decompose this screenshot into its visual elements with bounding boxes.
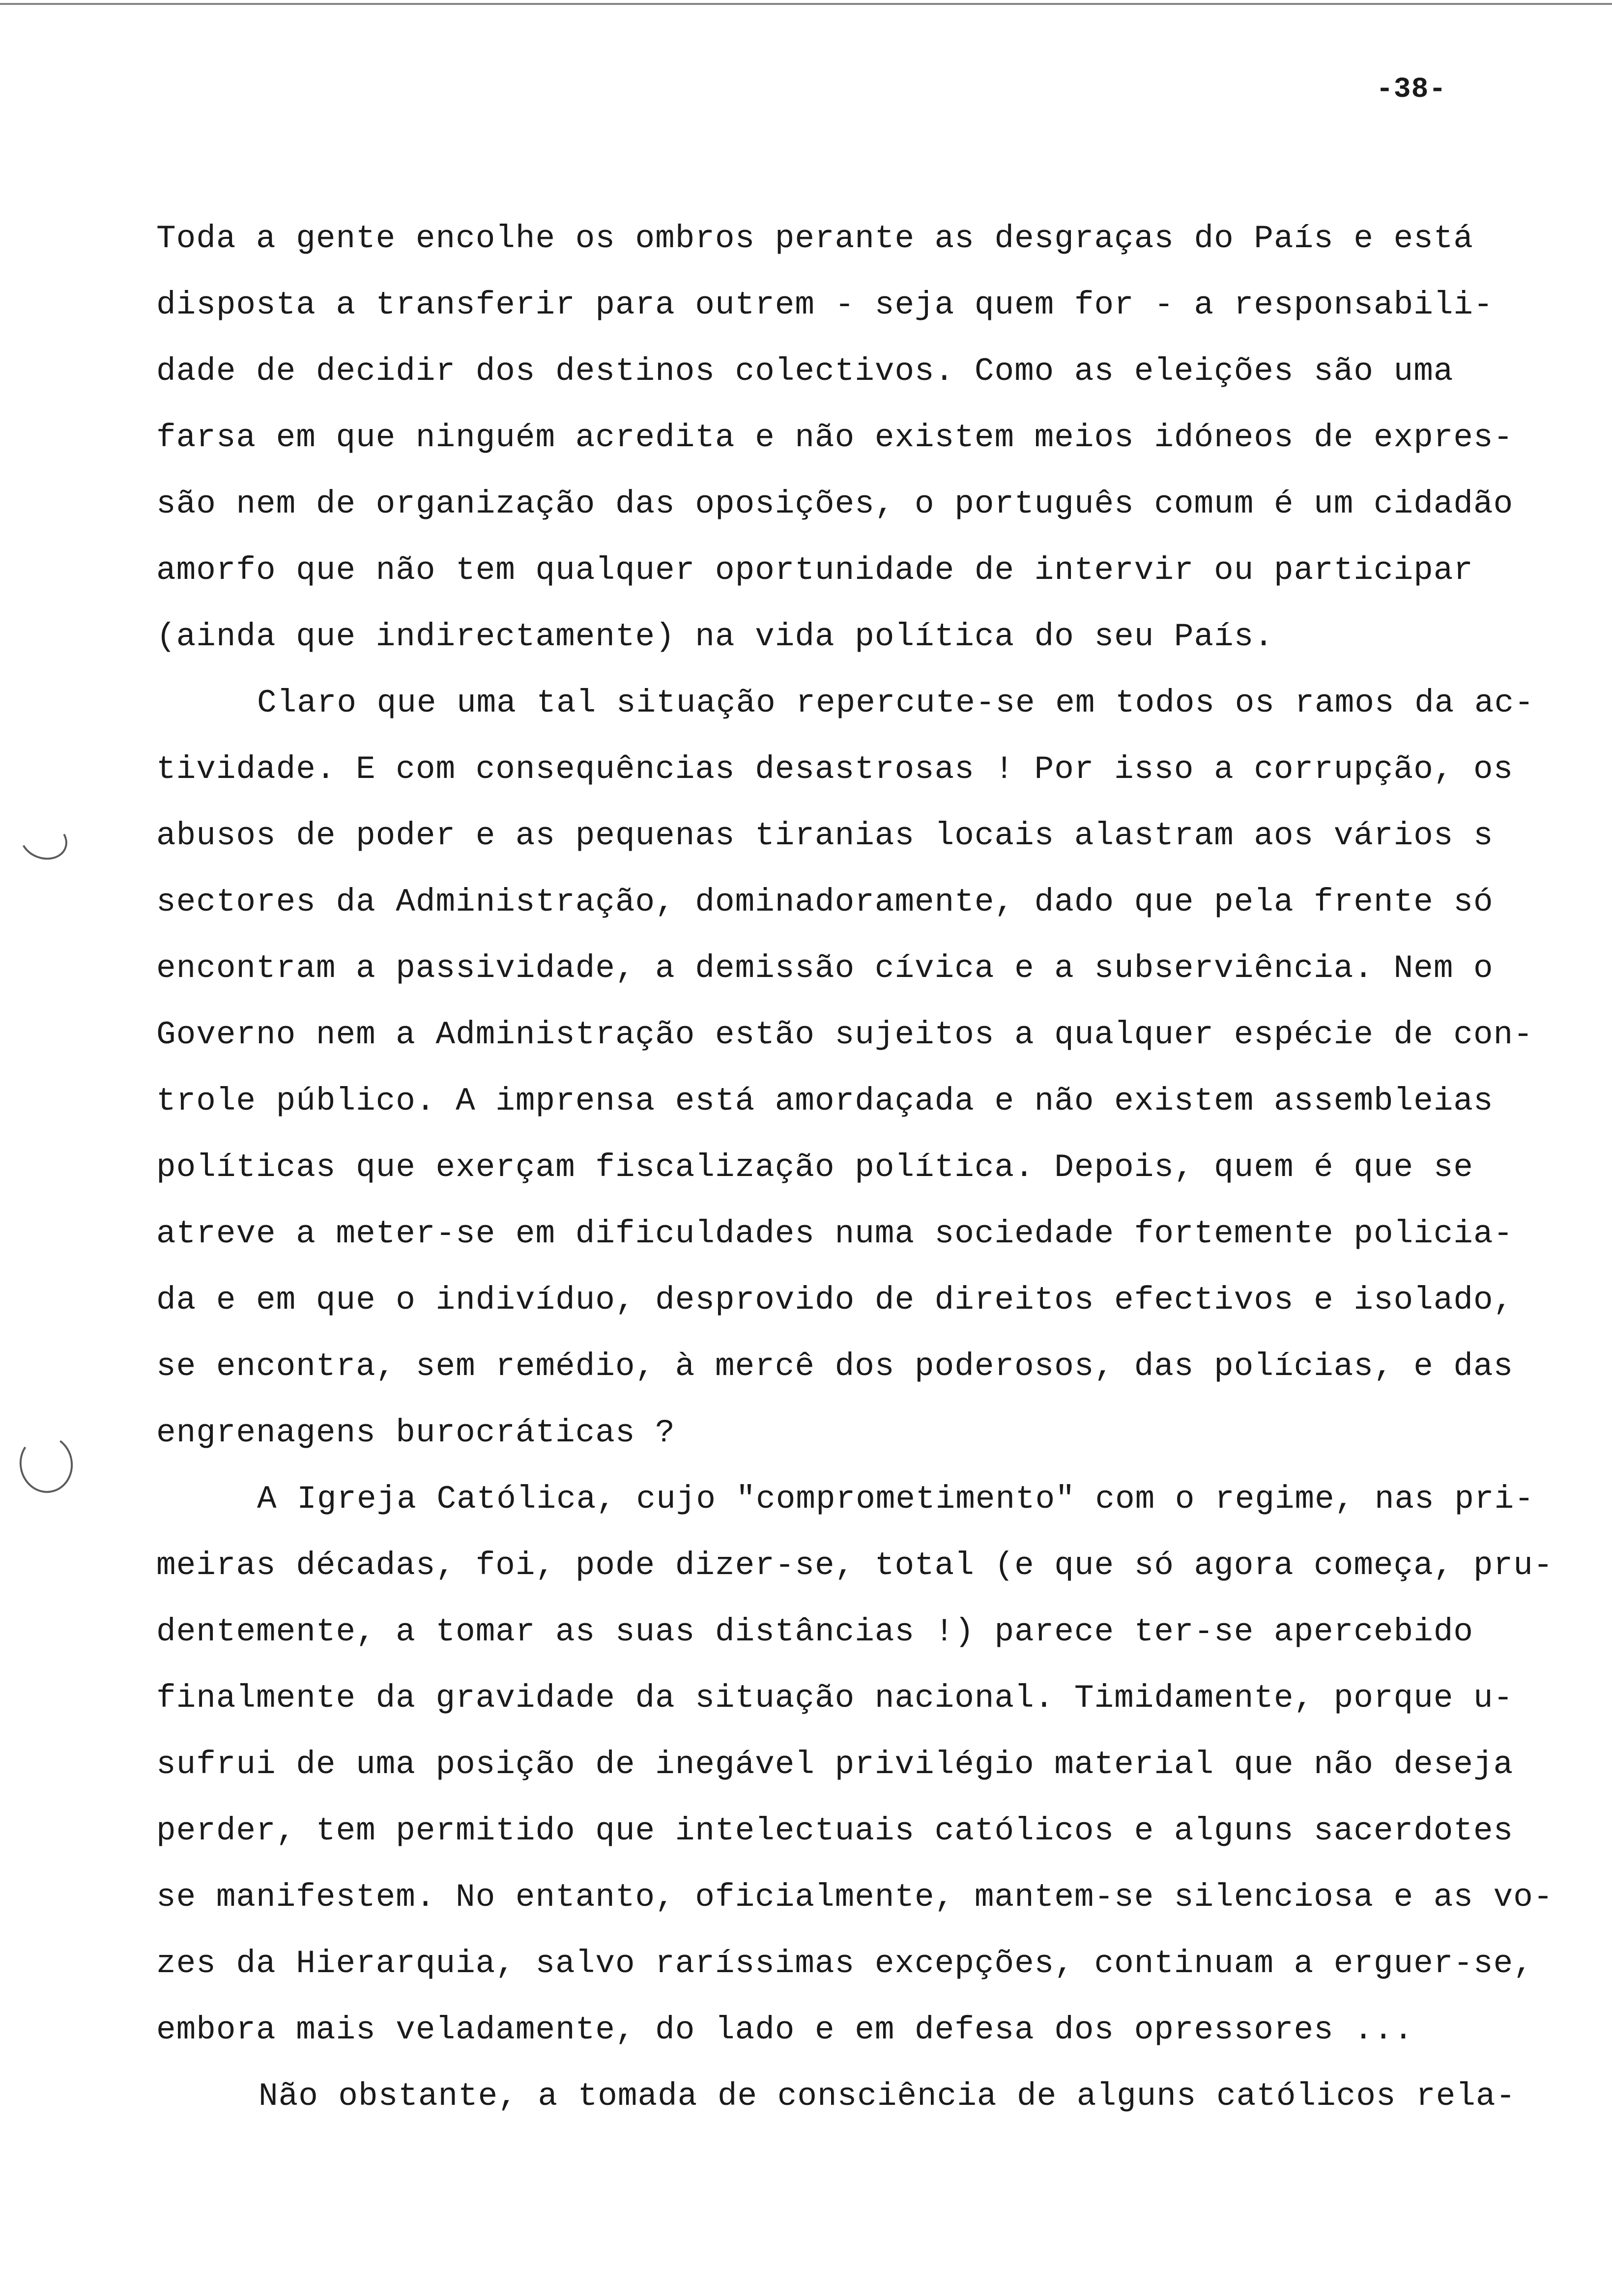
typed-text-body bbox=[156, 205, 1572, 2129]
text-line: farsa em que ninguém acredita e não existem meios idóneos de expres- bbox=[156, 419, 1514, 456]
page-number: -38- bbox=[1376, 74, 1447, 106]
paragraph-first-line: Claro que uma tal situação repercute-se em todos os ramos da ac- bbox=[257, 685, 1534, 721]
text-line: dade de decidir dos destinos colectivos. Como as eleições são uma bbox=[156, 353, 1454, 390]
text-line: Governo nem a Administração estão sujeitos a qualquer espécie de con- bbox=[156, 1016, 1533, 1053]
text-line: Toda a gente encolhe os ombros perante as desgraças do País e está bbox=[156, 220, 1474, 257]
top-edge-rule bbox=[0, 3, 1612, 5]
text-line: sectores da Administração, dominadoramente, dado que pela frente só bbox=[156, 884, 1494, 920]
punch-hole-mark-icon bbox=[15, 1431, 78, 1497]
text-line: abusos de poder e as pequenas tiranias locais alastram aos vários s bbox=[156, 817, 1494, 854]
text-line: engrenagens burocráticas ? bbox=[156, 1414, 675, 1451]
text-line: zes da Hierarquia, salvo raríssimas excepções, continuam a erguer-se, bbox=[156, 1945, 1533, 1982]
text-line: finalmente da gravidade da situação nacional. Timidamente, porque u- bbox=[156, 1680, 1514, 1717]
text-line: atreve a meter-se em dificuldades numa sociedade fortemente policia- bbox=[156, 1215, 1514, 1252]
text-line: políticas que exerçam fiscalização política. Depois, quem é que se bbox=[156, 1149, 1474, 1186]
text-line: tividade. E com consequências desastrosas ! Por isso a corrupção, os bbox=[156, 751, 1514, 788]
text-line: perder, tem permitido que intelectuais católicos e alguns sacerdotes bbox=[156, 1812, 1514, 1849]
text-line: da e em que o indivíduo, desprovido de direitos efectivos e isolado, bbox=[156, 1282, 1514, 1319]
text-line: sufrui de uma posição de inegável privilégio material que não deseja bbox=[156, 1746, 1514, 1783]
paragraph-first-line: Não obstante, a tomada de consciência de alguns católicos rela- bbox=[259, 2078, 1516, 2115]
text-line: dentemente, a tomar as suas distâncias !) parece ter-se apercebido bbox=[156, 1613, 1474, 1650]
text-line: se manifestem. No entanto, oficialmente, mantem-se silenciosa e as vo- bbox=[156, 1879, 1554, 1916]
text-line: disposta a transferir para outrem - seja quem for - a responsabili- bbox=[156, 287, 1494, 323]
text-line: trole público. A imprensa está amordaçada e não existem assembleias bbox=[156, 1083, 1494, 1119]
text-line: meiras décadas, foi, pode dizer-se, total (e que só agora começa, pru- bbox=[156, 1547, 1554, 1584]
punch-hole-mark-icon bbox=[15, 814, 73, 866]
paragraph-first-line: A Igreja Católica, cujo "comprometimento" com o regime, nas pri- bbox=[257, 1481, 1534, 1518]
text-line: são nem de organização das oposições, o português comum é um cidadão bbox=[156, 486, 1514, 522]
text-line: (ainda que indirectamente) na vida política do seu País. bbox=[156, 618, 1274, 655]
text-line: se encontra, sem remédio, à mercê dos poderosos, das polícias, e das bbox=[156, 1348, 1514, 1385]
text-line: embora mais veladamente, do lado e em defesa dos opressores ... bbox=[156, 2011, 1414, 2048]
text-line: encontram a passividade, a demissão cívica e a subserviência. Nem o bbox=[156, 950, 1494, 987]
text-line: amorfo que não tem qualquer oportunidade de intervir ou participar bbox=[156, 552, 1474, 589]
